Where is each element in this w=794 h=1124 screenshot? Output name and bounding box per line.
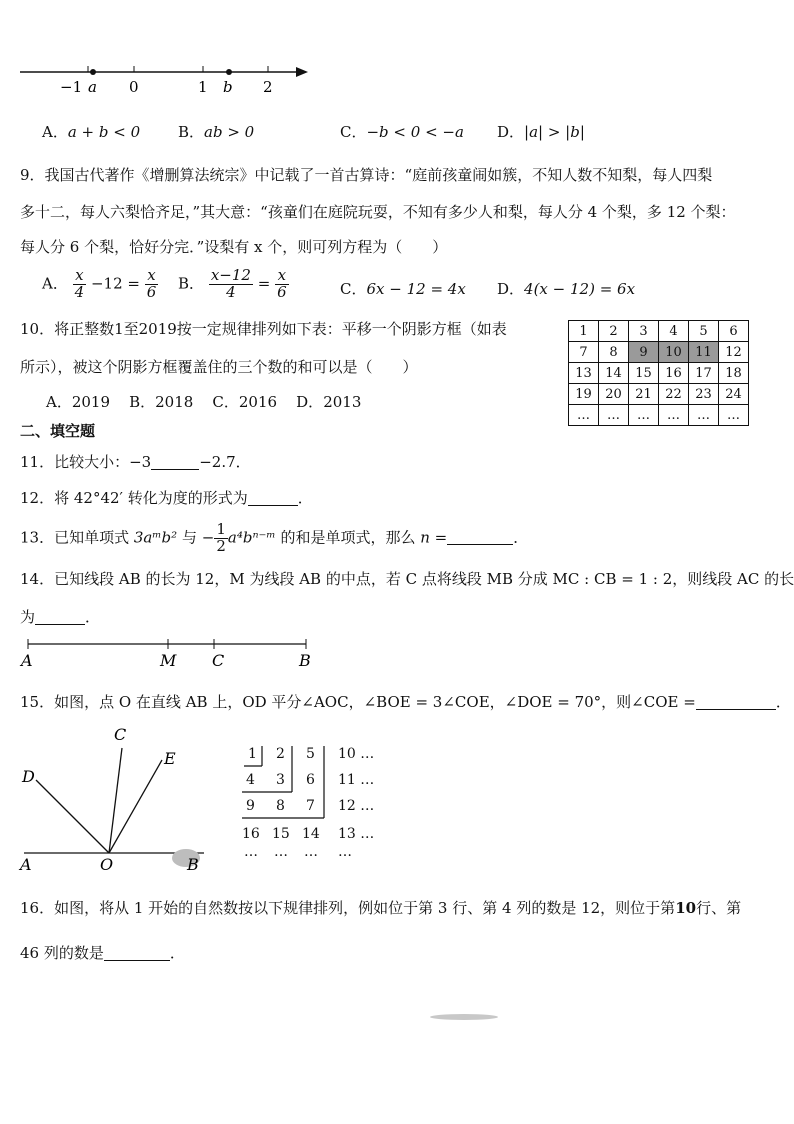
label-M: M — [160, 651, 177, 670]
shaded-cell: 9 — [629, 342, 659, 363]
q10-number-table — [568, 320, 749, 426]
tick-two: 2 — [263, 78, 273, 96]
q11: 11．比较大小：−3 −2.7． — [20, 453, 251, 471]
q9-option-a: A． $\frac{x}{4}$ −12 = $\frac{x}{6}$ — [42, 266, 157, 301]
table-row: 13 14 15 16 17 18 — [569, 363, 749, 384]
fraction: $\frac{x}{4}$ — [74, 266, 85, 301]
table-row: 1 2 3 4 5 6 — [569, 321, 749, 342]
answer-blank — [35, 609, 85, 625]
answer-blank — [151, 454, 199, 470]
q15: 15．如图，点 O 在直线 AB 上，OD 平分∠AOC，∠BOE = 3∠COE，∠DOE = 70°，则∠COE = ． — [20, 693, 791, 711]
number-square-figure: 1 2 5 10 … 4 3 6 11 … 9 8 7 12 … 16 15 14 13 … … … … … — [242, 746, 375, 860]
answer-blank — [447, 529, 513, 545]
q9-option-d: D．4(x − 12) = 6x — [497, 280, 636, 298]
tick-minus-one: −1 — [60, 78, 83, 96]
tick-zero: 0 — [129, 78, 139, 96]
fraction: $\frac{1}{2}$ — [216, 520, 226, 555]
point-a — [90, 69, 96, 75]
q8-option-a: A．a + b < 0 — [42, 123, 141, 141]
label-C: C — [114, 725, 127, 744]
q10-line1: 10．将正整数1至2019按一定规律排列如下表：平移一个阴影方框（如表 — [20, 320, 507, 338]
q9-option-c: C．6x − 12 = 4x — [340, 280, 466, 298]
label-C: C — [212, 651, 225, 670]
angle-figure — [14, 720, 214, 870]
number-line-figure — [18, 60, 308, 100]
fraction: $\frac{x}{6}$ — [277, 266, 287, 301]
page-smudge — [430, 1014, 498, 1020]
q16-line2: 46 列的数是 ． — [20, 944, 185, 962]
table-row: … … … … … … — [569, 405, 749, 426]
segment-figure — [18, 636, 318, 670]
table-row: 19 20 21 22 23 24 — [569, 384, 749, 405]
label-B: B — [299, 651, 311, 670]
q12: 12．将 42°42′ 转化为度的形式为 ． — [20, 489, 313, 507]
q9-line2: 多十二，每人六梨恰齐足，”其大意：“孩童们在庭院玩耍，不知有多少人和梨，每人分 4 个梨，多 12 个梨： — [20, 203, 736, 221]
q14-line2: 为 ． — [20, 608, 101, 626]
shaded-cell: 11 — [689, 342, 719, 363]
section-title: 二、填空题 — [20, 422, 96, 440]
label-O: O — [100, 855, 114, 870]
fraction: $\frac{x-12}{4}$ — [210, 266, 251, 301]
label-A: A — [21, 651, 33, 670]
q8-option-c: C．−b < 0 < −a — [340, 123, 464, 141]
q8-option-b: B．ab > 0 — [178, 123, 255, 141]
answer-blank — [696, 694, 776, 710]
tick-one: 1 — [198, 78, 208, 96]
q8-option-d: D．|a| > |b| — [497, 123, 585, 141]
q16-line1: 16．如图，将从 1 开始的自然数按以下规律排列，例如位于第 3 行、第 4 列的数是 12，则位于第10行、第 — [20, 899, 742, 917]
q10-options: A．2019 B．2018 C．2016 D．2013 — [46, 393, 362, 411]
shaded-cell: 10 — [659, 342, 689, 363]
q9-line1: 9．我国古代著作《增删算法统宗》中记载了一首古算诗：“庭前孩童闹如簇，不知人数不知梨，每人四梨 — [20, 166, 713, 184]
label-B: B — [187, 855, 199, 870]
label-D: D — [22, 767, 35, 786]
point-b — [226, 69, 232, 75]
fraction: $\frac{x}{6}$ — [146, 266, 157, 301]
q9-option-b: B． $\frac{x-12}{4}$ = $\frac{x}{6}$ — [178, 266, 287, 301]
label-a: a — [88, 78, 97, 96]
q13: 13．已知单项式 3aᵐb² 与 − $\frac{1}{2}$ a⁴bⁿ⁻ᵐ 的和是单项式，那么 n = ． — [20, 520, 529, 555]
label-b: b — [223, 78, 233, 96]
q9-line3: 每人分 6 个梨，恰好分完．”设梨有 x 个，则可列方程为（ ） — [20, 238, 448, 256]
label-E: E — [164, 749, 176, 768]
label-A: A — [20, 855, 32, 870]
table-row: 7 8 9 10 11 12 — [569, 342, 749, 363]
answer-blank — [248, 490, 298, 506]
q14-line1: 14．已知线段 AB 的长为 12，M 为线段 AB 的中点，若 C 点将线段 MB 分成 MC : CB = 1 : 2，则线段 AC 的长 — [20, 570, 794, 588]
answer-blank — [104, 945, 170, 961]
q10-line2: 所示），被这个阴影方框覆盖住的三个数的和可以是（ ） — [20, 358, 418, 376]
